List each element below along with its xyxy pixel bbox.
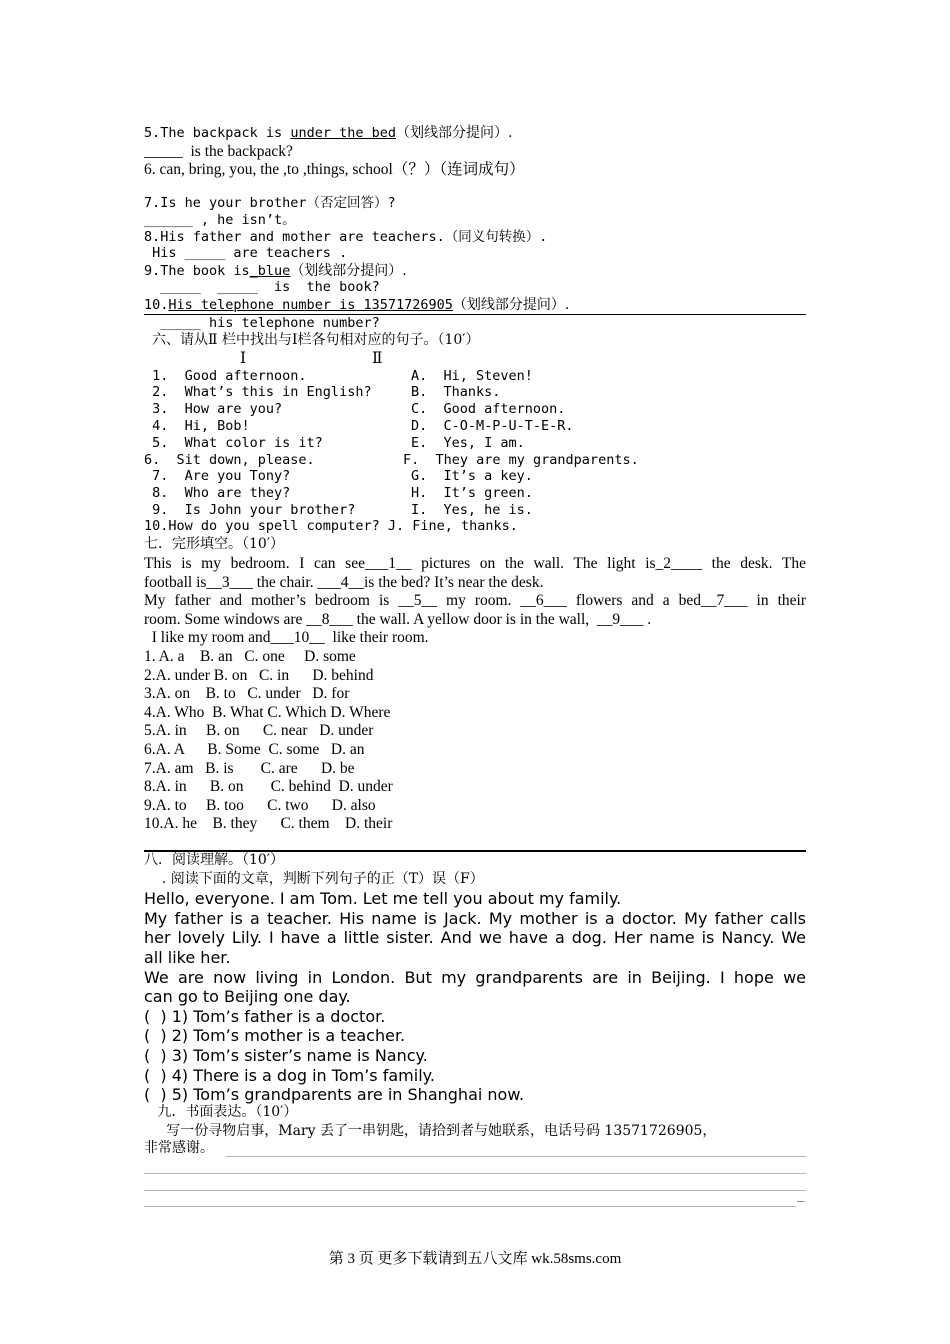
q5-answer: _____ is the backpack? [144,143,293,160]
matching-left-5: 5. What color is it? [144,435,323,451]
question-9 [144,264,407,279]
passage-line-3: her lovely Lily. I have a little sister. And we have a dog. Her name is Nancy. We [144,928,806,947]
q5-underlined: under the bed [290,125,396,141]
writing-prompt-1: 写一份寻物启事，Mary 丢了一串钥匙，请拾到者与她联系，电话号码 13571726905， [144,1123,717,1139]
statement-5: ( ) 5) Tom’s grandparents are in Shanghai now. [144,1085,525,1104]
q9-answer: _____ _____ is the book? [144,279,380,295]
matching-left-8: 8. Who are they? [144,485,291,501]
cloze-paragraph-2: My father and mother’s bedroom is __5__ my room. __6___ flowers and a bed__7___ in their [144,592,806,609]
writing-end-mark: _ [797,1188,805,1202]
matching-right-7: G. It’s a key. [411,468,533,484]
cloze-paragraph-1: This is my bedroom. I can see___1__ pictures on the wall. The light is_2____ the desk. The [144,555,806,572]
cloze-option-8: 8.A. in B. on C. behind D. under [144,778,393,795]
passage-line-5: We are now living in London. But my grandparents are in Beijing. I hope we [144,968,806,987]
section-8-title: 八．阅读理解。（10′） [144,852,284,868]
matching-left-4: 4. Hi, Bob! [144,418,250,434]
cloze-option-6: 6.A. A B. Some C. some D. an [144,741,365,758]
matching-left-1: 1. Good afternoon. [144,368,307,384]
reading-instruction: . 阅读下面的文章，判断下列句子的正（T）误（F） [144,871,484,887]
matching-right-9: I. Yes, he is. [411,502,533,518]
cloze-option-10: 10.A. he B. they C. them D. their [144,815,393,832]
section-9-title: 九．书面表达。（10′） [144,1104,298,1120]
section-7-title: 七．完形填空。（10′） [144,536,284,552]
q10-underlined-a: His telephone number is [168,297,364,313]
statement-3: ( ) 3) Tom’s sister’s name is Nancy. [144,1046,428,1065]
matching-left-2: 2. What’s this in English? [144,384,372,400]
section-6-title: 六、请从Ⅱ 栏中找出与Ⅰ栏各句相对应的句子。（10′） [152,332,480,348]
matching-left-6: 6. Sit down, please. [144,452,315,468]
page-footer: 第 3 页 更多下载请到五八文库 wk.58sms.com [328,1251,622,1267]
statement-1: ( ) 1) Tom’s father is a doctor. [144,1007,386,1026]
cloze-option-9: 9.A. to B. too C. two D. also [144,797,376,814]
cloze-option-7: 7.A. am B. is C. are D. be [144,760,355,777]
q10-prefix: 10. [144,297,169,313]
q9-underlined: _blue [249,263,291,279]
matching-left-10: 10.How do you spell computer? J. Fine, thanks. [144,518,518,534]
matching-left-9: 9. Is John your brother? [144,502,356,518]
cloze-option-3: 3.A. on B. to C. under D. for [144,685,350,702]
question-5 [144,126,512,141]
statement-4: ( ) 4) There is a dog in Tom’s family. [144,1066,435,1085]
q5-suffix: （划线部分提问）. [395,125,513,141]
passage-line-4: all like her. [144,948,231,967]
question-7: 7.Is he your brother（否定回答）? [144,195,396,211]
q10-underlined-b: 13571726905 [363,297,453,313]
writing-line-3 [144,1190,806,1191]
q10-answer: _____ his telephone number? [144,315,380,331]
cloze-option-2: 2.A. under B. on C. in D. behind [144,667,374,684]
column-1-header: Ⅰ [240,350,247,367]
cloze-paragraph-2b: room. Some windows are __8___ the wall. A yellow door is in the wall, __9___ . [144,611,652,628]
q9-suffix: （划线部分提问）. [290,263,407,279]
cloze-option-5: 5.A. in B. on C. near D. under [144,722,374,739]
matching-left-7: 7. Are you Tony? [144,468,291,484]
writing-line-4 [144,1206,796,1207]
passage-line-6: can go to Beijing one day. [144,987,351,1006]
q5-prefix: 5.The backpack is [144,125,291,141]
writing-prompt-2: 非常感谢。 [144,1140,214,1156]
question-8: 8.His father and mother are teachers.（同义句转换）. [144,229,548,245]
matching-right-8: H. It’s green. [411,485,533,501]
q8-answer: His _____ are teachers . [144,245,348,261]
writing-line-2 [144,1173,806,1174]
question-6: 6. can, bring, you, the ,to ,things, school（？）（连词成句） [144,161,525,178]
cloze-option-4: 4.A. Who B. What C. Which D. Where [144,704,391,721]
matching-left-3: 3. How are you? [144,401,283,417]
column-2-header: Ⅱ [372,350,383,367]
q10-suffix: （划线部分提问）. [452,297,570,313]
matching-right-2: B. Thanks. [411,384,501,400]
cloze-paragraph-3: I like my room and___10__ like their room. [144,629,429,646]
matching-right-3: C. Good afternoon. [411,401,566,417]
statement-2: ( ) 2) Tom’s mother is a teacher. [144,1026,406,1045]
passage-line-2: My father is a teacher. His name is Jack. My mother is a doctor. My father calls [144,909,806,928]
matching-right-4: D. C-O-M-P-U-T-E-R. [411,418,574,434]
cloze-option-1: 1. A. a B. an C. one D. some [144,648,356,665]
matching-right-5: E. Yes, I am. [411,435,525,451]
matching-right-1: A. Hi, Steven! [411,368,533,384]
cloze-paragraph-1b: football is__3___ the chair. ___4__is the bed? It’s near the desk. [144,574,544,591]
question-10 [144,298,569,313]
q7-answer: ______ , he isn’t。 [144,212,296,228]
passage-line-1: Hello, everyone. I am Tom. Let me tell you about my family. [144,889,622,908]
matching-right-6: F. They are my grandparents. [403,452,639,468]
writing-line-1 [226,1156,806,1157]
q9-prefix: 9.The book is [144,263,250,279]
